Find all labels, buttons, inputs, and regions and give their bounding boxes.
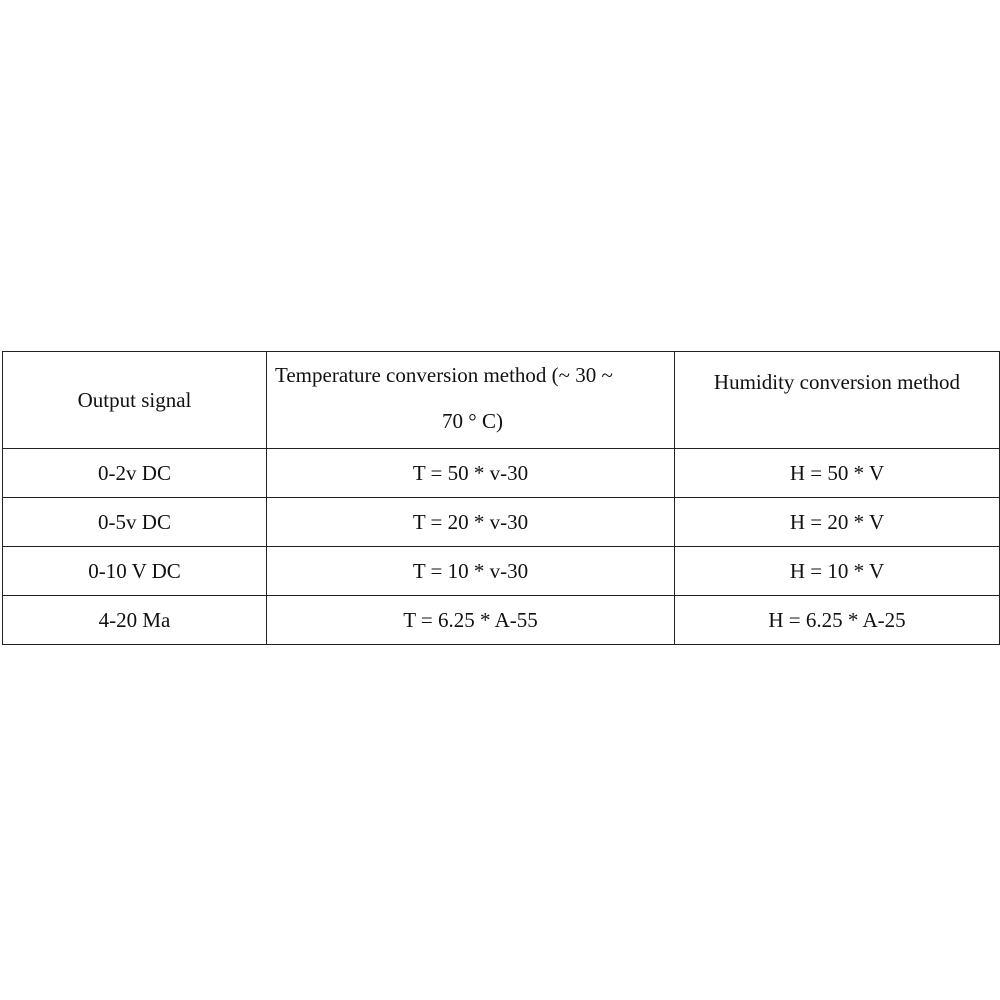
header-output-signal: Output signal	[3, 352, 267, 449]
conversion-table	[2, 351, 1000, 645]
cell-temperature: T = 6.25 * A-55	[267, 596, 675, 645]
cell-signal: 4-20 Ma	[3, 596, 267, 645]
cell-humidity: H = 20 * V	[675, 498, 1000, 547]
cell-signal: 0-10 V DC	[3, 547, 267, 596]
table-row	[3, 547, 1000, 596]
cell-humidity: H = 10 * V	[675, 547, 1000, 596]
cell-signal: 0-2v DC	[3, 449, 267, 498]
cell-temperature: T = 20 * v-30	[267, 498, 675, 547]
cell-signal: 0-5v DC	[3, 498, 267, 547]
cell-temperature: T = 50 * v-30	[267, 449, 675, 498]
table-row	[3, 498, 1000, 547]
table-header-row	[3, 352, 1000, 449]
cell-temperature: T = 10 * v-30	[267, 547, 675, 596]
header-temperature-line2: 70 ° C)	[442, 409, 503, 433]
header-temperature-line1: Temperature conversion method (~ 30 ~	[275, 363, 613, 387]
header-humidity-conversion: Humidity conversion method	[675, 352, 1000, 449]
header-temperature-conversion	[267, 352, 675, 449]
cell-humidity: H = 6.25 * A-25	[675, 596, 1000, 645]
table-row	[3, 596, 1000, 645]
table-row	[3, 449, 1000, 498]
cell-humidity: H = 50 * V	[675, 449, 1000, 498]
